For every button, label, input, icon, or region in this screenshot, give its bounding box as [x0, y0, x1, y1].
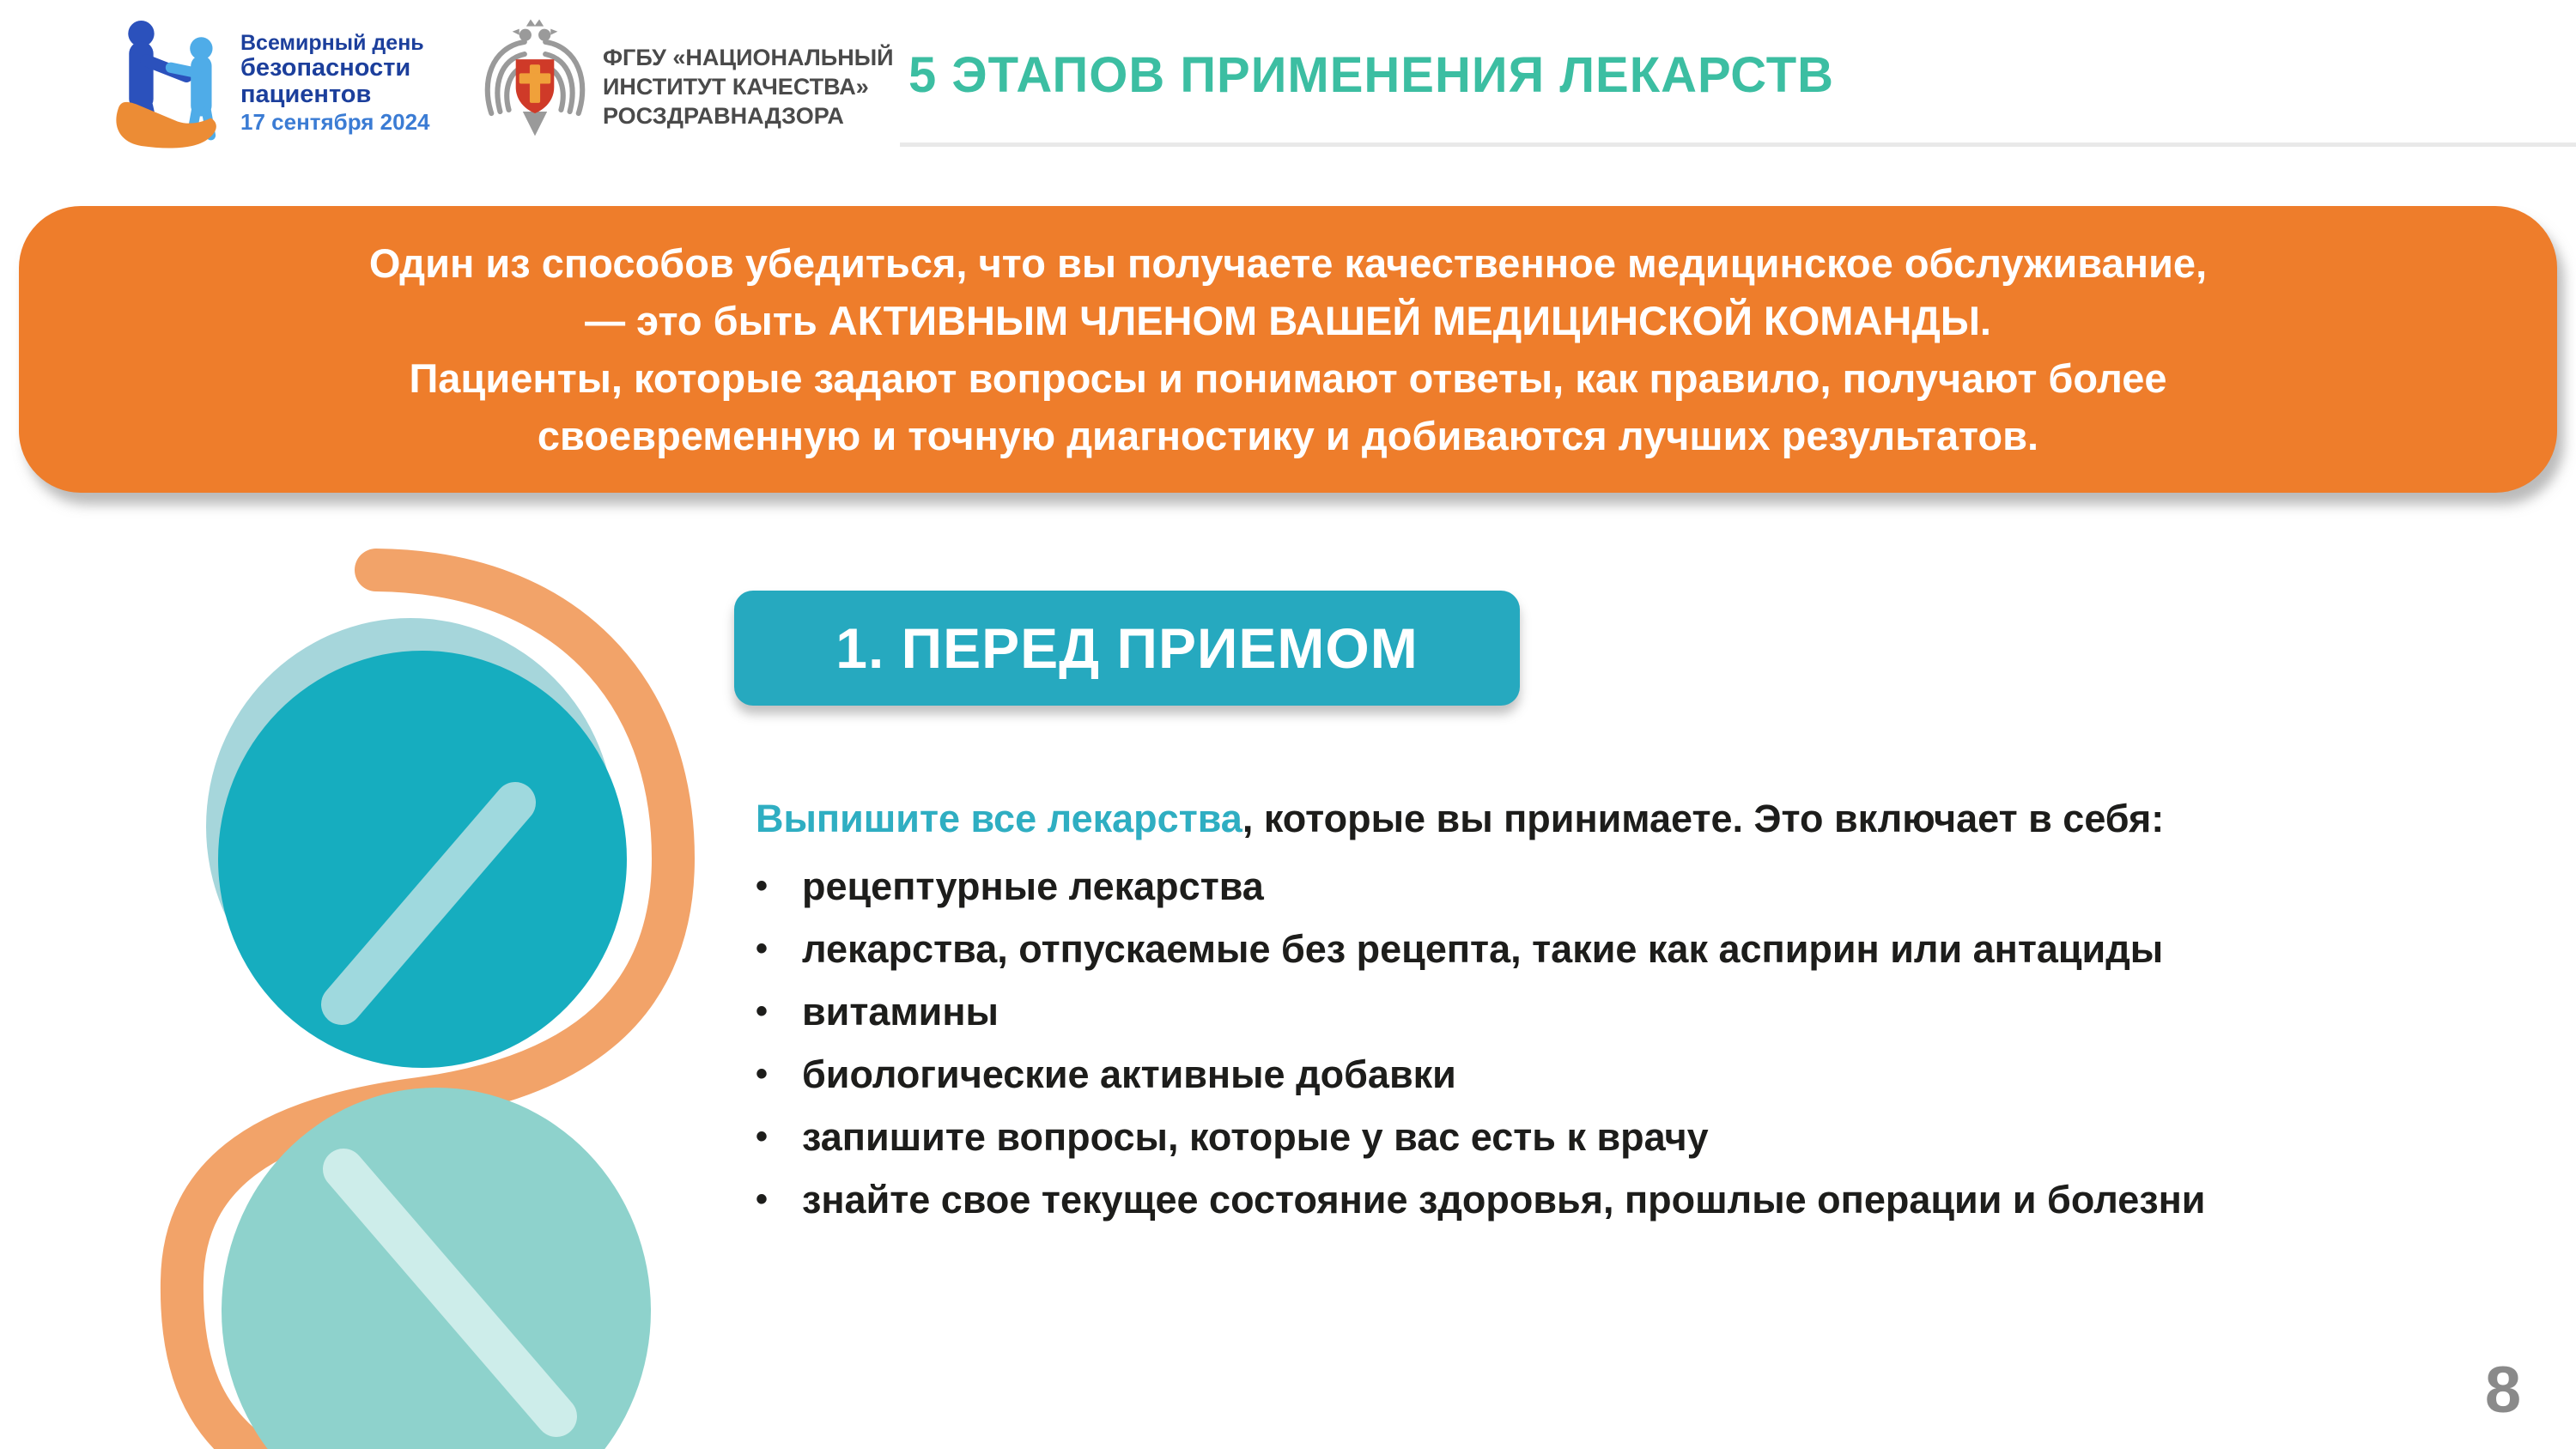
bullet-marker: •	[756, 1055, 769, 1093]
bullet-marker: •	[756, 1118, 769, 1155]
double-eagle-emblem-icon	[474, 17, 596, 144]
banner-line-1: Один из способов убедиться, что вы получаете качественное медицинское обслуживание,	[368, 240, 2208, 286]
institute-logo-text	[603, 43, 894, 130]
stage-badge-label: 1. ПЕРЕД ПРИЕМОМ	[835, 616, 1419, 680]
bullet-text: рецептурные лекарства	[802, 864, 1264, 908]
bullet-text: витамины	[802, 989, 999, 1034]
wpsd-line3: пациентов	[240, 81, 372, 108]
banner-line-4: своевременную и точную диагностику и добиваются лучших результатов.	[537, 413, 2039, 458]
institute-line1: ФГБУ «НАЦИОНАЛЬНЫЙ	[603, 45, 894, 70]
bullet-list	[756, 855, 2205, 1231]
intro-rest: , которые вы принимаете. Это включает в себя:	[1242, 797, 2165, 840]
bullet-item	[756, 1106, 2205, 1168]
wpsd-date: 17 сентября 2024	[240, 109, 430, 135]
title-underline	[900, 142, 2576, 147]
stage-badge	[734, 591, 1520, 706]
bullet-marker: •	[756, 992, 769, 1030]
page-number: 8	[2484, 1354, 2522, 1427]
bullet-item	[756, 855, 2205, 918]
bullet-text: лекарства, отпускаемые без рецепта, такие как аспирин или антациды	[802, 926, 2164, 971]
info-banner	[19, 206, 2557, 493]
patients-handshake-hand-icon	[112, 19, 242, 149]
intro-highlight: Выпишите все лекарства	[756, 797, 1242, 840]
pills-decoration	[0, 515, 773, 1449]
bullet-marker: •	[756, 930, 769, 967]
banner-line-3: Пациенты, которые задают вопросы и понимают ответы, как правило, получают более	[409, 355, 2167, 401]
wpsd-line1: Всемирный день	[240, 31, 424, 55]
bullet-marker: •	[756, 867, 769, 905]
stage-intro	[756, 797, 2164, 841]
bullet-marker: •	[756, 1180, 769, 1218]
pill-1	[218, 651, 627, 1068]
bullet-item	[756, 918, 2205, 980]
bullet-item	[756, 1168, 2205, 1231]
bullet-text: запишите вопросы, которые у вас есть к врачу	[802, 1114, 1709, 1159]
wpsd-line2: безопасности	[240, 54, 411, 82]
banner-line-2: — это быть АКТИВНЫМ ЧЛЕНОМ ВАШЕЙ МЕДИЦИНСКОЙ КОМАНДЫ.	[585, 298, 1991, 343]
institute-line3: РОСЗДРАВНАДЗОРА	[603, 103, 844, 129]
bullet-text: биологические активные добавки	[802, 1052, 1456, 1096]
bullet-item	[756, 980, 2205, 1043]
bullet-item	[756, 1043, 2205, 1106]
institute-line2: ИНСТИТУТ КАЧЕСТВА»	[603, 74, 869, 100]
wpsd-logo-text	[240, 31, 430, 136]
bullet-text: знайте свое текущее состояние здоровья, прошлые операции и болезни	[802, 1177, 2206, 1222]
page-title: 5 ЭТАПОВ ПРИМЕНЕНИЯ ЛЕКАРСТВ	[908, 47, 1835, 103]
